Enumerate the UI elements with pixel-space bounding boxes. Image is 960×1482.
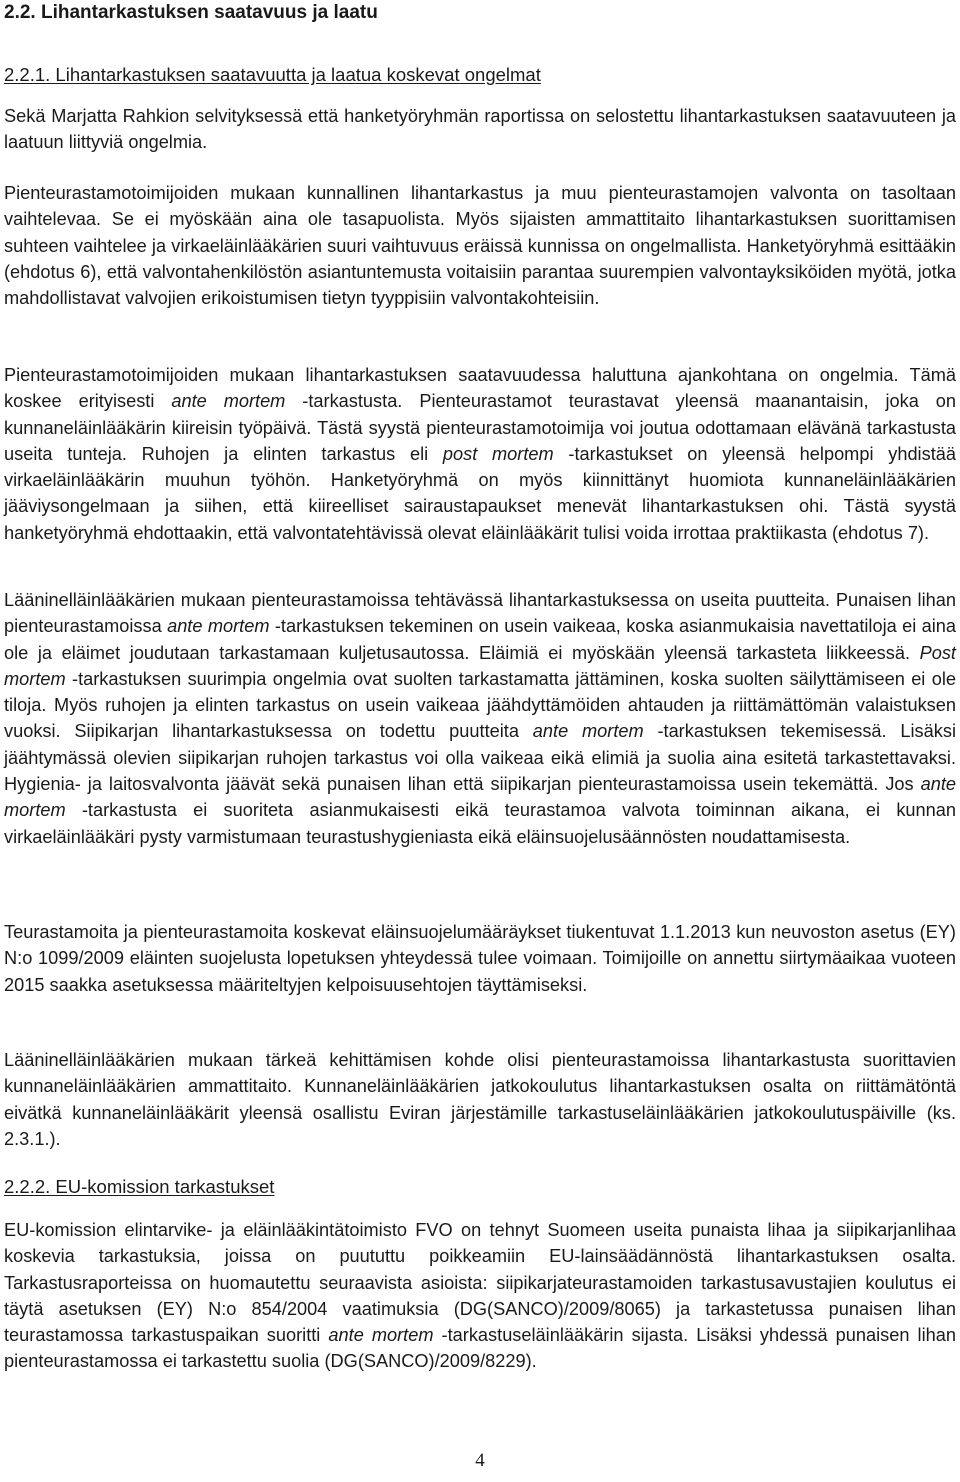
text-run: -tarkastuksen suurimpia ongelmia ovat suolten tarkastamatta jättäminen, koska suolten säilyttämiseen ei ole tiloja. Myös ruhojen ja elinten tarkastus on usein vaikeaa jäähdyttämöiden ahtauden ja riittämättömän valaistuksen vuoksi. Siipikarjan lihantarkastuksessa on todettu puutteita [4, 668, 956, 742]
text-run: EU-komission elintarvike- ja eläinlääkintätoimisto FVO on tehnyt Suomeen useita punaista lihaa ja siipikarjanlihaa koskevia tarkastuksia, joissa on puututtu poikkeamiin EU-lainsäädännöstä lihantarkastuksen osalta. Tarkastusraporteissa on huomautettu seuraavista asioista: siipikarjateurastamoiden tarkastusavustajien koulutus ei täytä asetuksen (EY) N:o 854/2004 vaatimuksia (DG(SANCO)/2009/8065) ja tarkastetussa punaisen lihan teurastamossa tarkastuspaikan suoritti [4, 1220, 956, 1346]
italic-term: post mortem [442, 443, 554, 464]
subsection-heading-2: 2.2.2. EU-komission tarkastukset [4, 1176, 275, 1197]
italic-term: ante mortem [167, 616, 270, 637]
text-run: Sekä Marjatta Rahkion selvityksessä että hanketyöryhmän raportissa on selostettu lihantarkastuksen saatavuuteen ja laatuun liittyviä ongelmia. [4, 106, 956, 153]
section-heading: 2.2. Lihantarkastuksen saatavuus ja laatu [4, 2, 378, 23]
text-run: -tarkastuksen tekeminen on usein vaikeaa, koska asianmukaisia navettatiloja ei aina ole ja eläimet joudutaan tarkastamaan kuljetusautossa. Eläimiä ei myöskään yleensä tarkasteta liikkeessä. [4, 616, 956, 663]
text-run: Pienteurastamotoimijoiden mukaan lihantarkastuksen saatavuudessa haluttuna ajankohtana on ongelmia. Tämä koskee erityisesti [4, 365, 956, 412]
paragraph-local-inspection-quality [4, 180, 956, 311]
text-run: Teurastamoita ja pienteurastamoita koskevat eläinsuojelumääräykset tiukentuvat 1.1.2013 kun neuvoston asetus (EY) N:o 1099/2009 eläinten suojelusta lopetuksen yhteydessä tulee voimaan. Toimijoille on annettu siirtymäaikaa vuoteen 2015 saakka asetuksessa määriteltyjen kelpoisuusehtojen täyttämiseksi. [4, 922, 956, 995]
paragraph-eu-commission-audits [4, 1217, 956, 1375]
text-run: Lääninelläinlääkärien mukaan tärkeä kehittämisen kohde olisi pienteurastamoissa lihantarkastusta suorittavien kunnaneläinlääkärien ammattitaito. Kunnaneläinlääkärien jatkokoulutus lihantarkastuksen osalta on riittämätöntä eivätkä kunnaneläinlääkärit yleensä osallistu Eviran järjestämille tarkastuseläinlääkärien jatkokoulutuspäiville (ks. 2.3.1.). [4, 1050, 956, 1149]
paragraph-animal-welfare-rules [4, 919, 956, 998]
text-run: Pienteurastamotoimijoiden mukaan kunnallinen lihantarkastus ja muu pienteurastamojen valvonta on tasoltaan vaihtelevaa. Se ei myöskään aina ole tasapuolista. Myös sijaisten ammattitaito lihantarkastuksen suorittamisen suhteen vaihtelee ja virkaeläinlääkärien suuri vaihtuvuus eräissä kunnissa on ongelmallista. Hanketyöryhmä esittääkin (ehdotus 6), että valvontahenkilöstön asiantuntemusta voitaisiin parantaa suurempien valvontayksiköiden myötä, jotka mahdollistavat valvojien erikoistumisen tietyn tyyppisiin valvontakohteisiin. [4, 183, 956, 309]
paragraph-provincial-vets-findings [4, 587, 956, 850]
paragraph-availability-problems [4, 362, 956, 546]
text-run: -tarkastukset on yleensä helpompi yhdistää virkaeläinlääkärin muuhun työhön. Hanketyöryhmä on myös kiinnittänyt huomiota kunnaneläinlääkärien jääviysongelmaan ja siihen, että kiireelliset sairaustapaukset menevät lihantarkastuksen ohi. Tästä syystä hanketyöryhmä ehdottaakin, että valvontatehtävissä olevat eläinlääkärit tulisi voida irrottaa praktiikasta (ehdotus 7). [4, 443, 956, 543]
paragraph-training-needs [4, 1047, 956, 1152]
page-number: 4 [475, 1450, 485, 1471]
paragraph-intro [4, 103, 956, 156]
text-run: -tarkastuseläinlääkärin sijasta. Lisäksi yhdessä punaisen lihan pienteurastamossa ei tarkastettu suolia (DG(SANCO)/2009/8229). [4, 1325, 956, 1372]
subsection-heading-1: 2.2.1. Lihantarkastuksen saatavuutta ja laatua koskevat ongelmat [4, 64, 541, 85]
italic-term: ante mortem [532, 721, 644, 742]
text-run: -tarkastuksen tekemisessä. Lisäksi jäähtymässä olevien siipikarjan ruhojen tarkastus voi olla vaikeaa eikä elimiä ja suolia aina esitetä tarkastettavaksi. Hygienia- ja laitosvalvonta jäävät sekä punaisen lihan että siipikarjan pienteurastamoissa usein tekemättä. Jos [4, 721, 956, 795]
text-run: -tarkastusta ei suoriteta asianmukaisesti eikä teurastamoa valvota toiminnan aikana, ei kunnan virkaeläinlääkäri pysty varmistumaan teurastushygieniasta eikä eläinsuojelusäännösten noudattamisesta. [4, 800, 956, 847]
italic-term: ante mortem [328, 1325, 434, 1346]
text-run: -tarkastusta. Pienteurastamot teurastavat yleensä maanantaisin, joka on kunnaneläinlääkärin kiireisin työpäivä. Tästä syystä pienteurastamotoimija voi joutua odottamaan elävänä tarkastusta useita tunteja. Ruhojen ja elinten tarkastus eli [4, 391, 957, 464]
text-run: Lääninelläinlääkärien mukaan pienteurastamoissa tehtävässä lihantarkastuksessa on useita puutteita. Punaisen lihan pienteurastamoissa [4, 590, 956, 637]
italic-term: Post mortem [4, 642, 956, 689]
italic-term: ante mortem [4, 774, 956, 821]
italic-term: ante mortem [171, 391, 286, 412]
